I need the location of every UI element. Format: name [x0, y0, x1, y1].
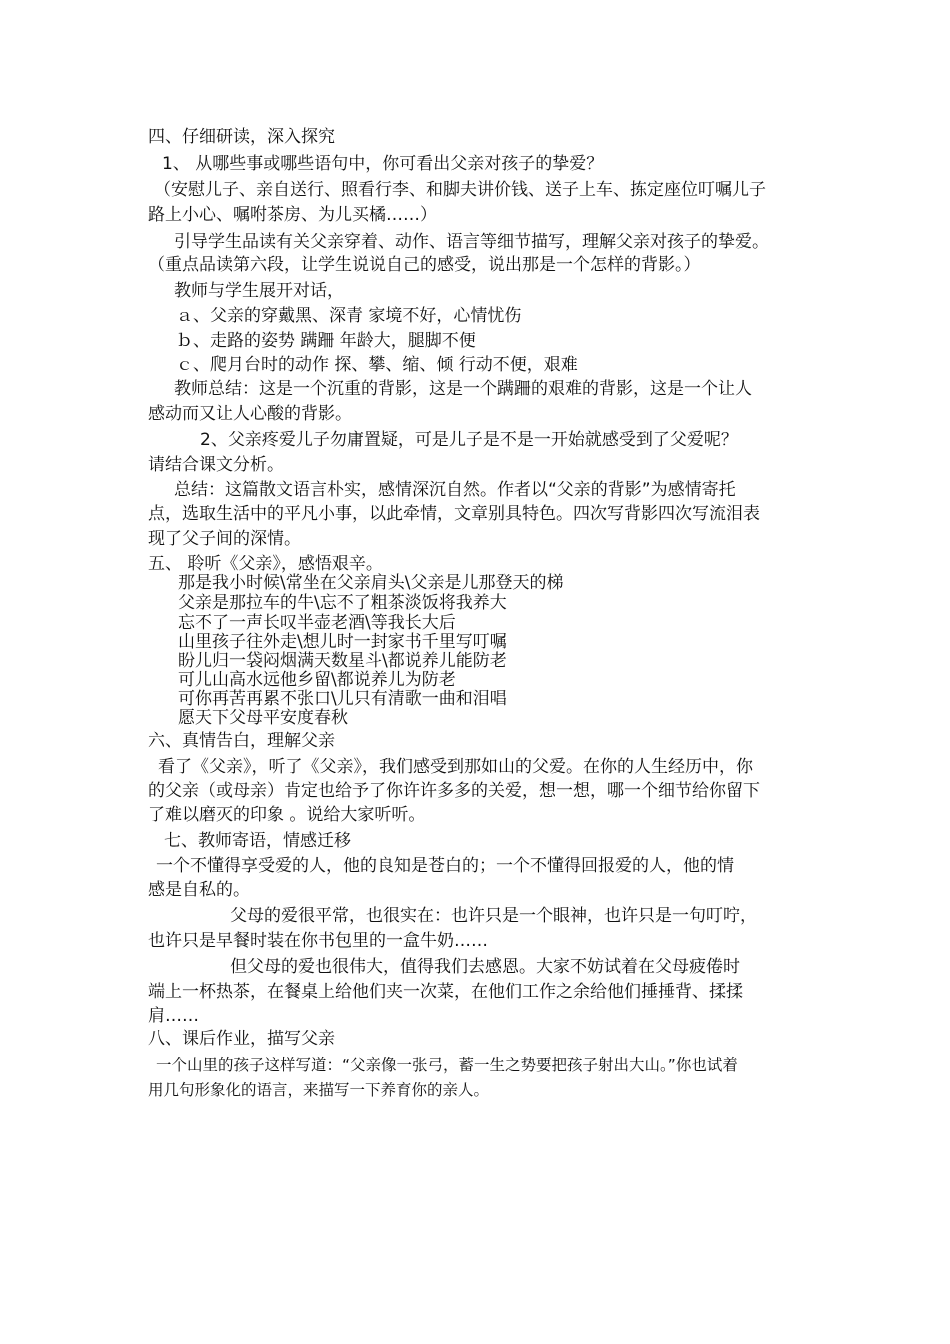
question-2-line-1: 2、父亲疼爱儿子勿庸置疑，可是儿子是不是一开始就感受到了父爱呢？ — [200, 430, 738, 450]
teacher-summary-line-1: 教师总结：这是一个沉重的背影，这是一个蹒跚的艰难的背影，这是一个让人 — [174, 379, 752, 399]
guide-line-2: （重点品读第六段，让学生说说自己的感受，说出那是一个怎样的背影。） — [148, 255, 701, 275]
lyric-line: 山里孩子往外走\想儿时一封家书千里写叮嘱 — [178, 632, 507, 652]
lyric-line: 可儿山高水远他乡留\都说养儿为防老 — [178, 670, 456, 690]
section-7-p3-line-3: 肩…… — [148, 1006, 199, 1026]
lyric-line: 那是我小时候\常坐在父亲肩头\父亲是儿那登天的梯 — [178, 573, 564, 593]
section-7-p1-line-2: 感是自私的。 — [148, 880, 250, 900]
section-4-heading: 四、仔细研读，深入探究 — [148, 127, 335, 147]
section-7-p1-line-1: 一个不懂得享受爱的人，他的良知是苍白的；一个不懂得回报爱的人，他的情 — [156, 856, 734, 876]
conclusion-line-2: 点，选取生活中的平凡小事，以此牵情，文章别具特色。四次写背影四次写流泪表 — [148, 504, 760, 524]
lyric-line: 可你再苦再累不张口\儿只有清歌一曲和泪唱 — [178, 689, 507, 709]
lyric-line: 忘不了一声长叹半壶老酒\等我长大后 — [178, 613, 456, 633]
section-6-line-3: 了难以磨灭的印象 。说给大家听听。 — [148, 805, 426, 825]
section-7-p2-line-1: 父母的爱很平常，也很实在：也许只是一个眼神，也许只是一句叮咛， — [230, 906, 757, 926]
dialog-intro: 教师与学生展开对话， — [174, 281, 344, 301]
section-7-p2-line-2: 也许只是早餐时装在你书包里的一盒牛奶…… — [148, 931, 488, 951]
lyric-line: 父亲是那拉车的牛\忘不了粗茶淡饭将我养大 — [178, 593, 507, 613]
dialog-item-a: ａ、父亲的穿戴黑、深青 家境不好，心情忧伤 — [176, 306, 522, 326]
conclusion-line-3: 现了父子间的深情。 — [148, 529, 301, 549]
section-7-p3-line-2: 端上一杯热茶，在餐桌上给他们夹一次菜，在他们工作之余给他们捶捶背、揉揉 — [148, 982, 743, 1002]
section-8-line-2: 用几句形象化的语言，来描写一下养育你的亲人。 — [148, 1081, 490, 1099]
conclusion-line-1: 总结：这篇散文语言朴实，感情深沉自然。作者以“父亲的背影”为感情寄托 — [174, 480, 736, 500]
guide-line-1: 引导学生品读有关父亲穿着、动作、语言等细节描写，理解父亲对孩子的挚爱。 — [174, 232, 769, 252]
dialog-item-c: ｃ、爬月台时的动作 探、攀、缩、倾 行动不便，艰难 — [176, 355, 578, 375]
answer-1-line-2: 路上小心、嘱咐茶房、为儿买橘……） — [148, 205, 437, 225]
section-8-line-1: 一个山里的孩子这样写道：“父亲像一张弓，蓄一生之势要把孩子射出大山。”你也试着 — [156, 1056, 738, 1074]
teacher-summary-line-2: 感动而又让人心酸的背影。 — [148, 404, 352, 424]
section-8-heading: 八、课后作业，描写父亲 — [148, 1029, 335, 1049]
lyric-line: 盼儿归一袋闷烟满天数星斗\都说养儿能防老 — [178, 651, 507, 671]
lyric-line: 愿天下父母平安度春秋 — [178, 708, 348, 728]
section-6-line-1: 看了《父亲》，听了《父亲》，我们感受到那如山的父爱。在你的人生经历中，你 — [158, 757, 753, 777]
question-2-line-2: 请结合课文分析。 — [148, 455, 284, 475]
answer-1-line-1: （安慰儿子、亲自送行、照看行李、和脚夫讲价钱、送子上车、拣定座位叮嘱儿子 — [154, 180, 766, 200]
section-7-p3-line-1: 但父母的爱也很伟大，值得我们去感恩。大家不妨试着在父母疲倦时 — [230, 957, 740, 977]
question-1: 1、 从哪些事或哪些语句中，你可看出父亲对孩子的挚爱？ — [162, 154, 604, 174]
section-6-heading: 六、真情告白，理解父亲 — [148, 731, 335, 751]
section-7-heading: 七、教师寄语，情感迁移 — [164, 831, 351, 851]
dialog-item-b: ｂ、走路的姿势 蹒跚 年龄大，腿脚不便 — [176, 331, 476, 351]
section-6-line-2: 的父亲（或母亲）肯定也给予了你许许多多的关爱，想一想，哪一个细节给你留下 — [148, 781, 760, 801]
section-5-heading: 五、 聆听《父亲》，感悟艰辛。 — [148, 554, 383, 574]
